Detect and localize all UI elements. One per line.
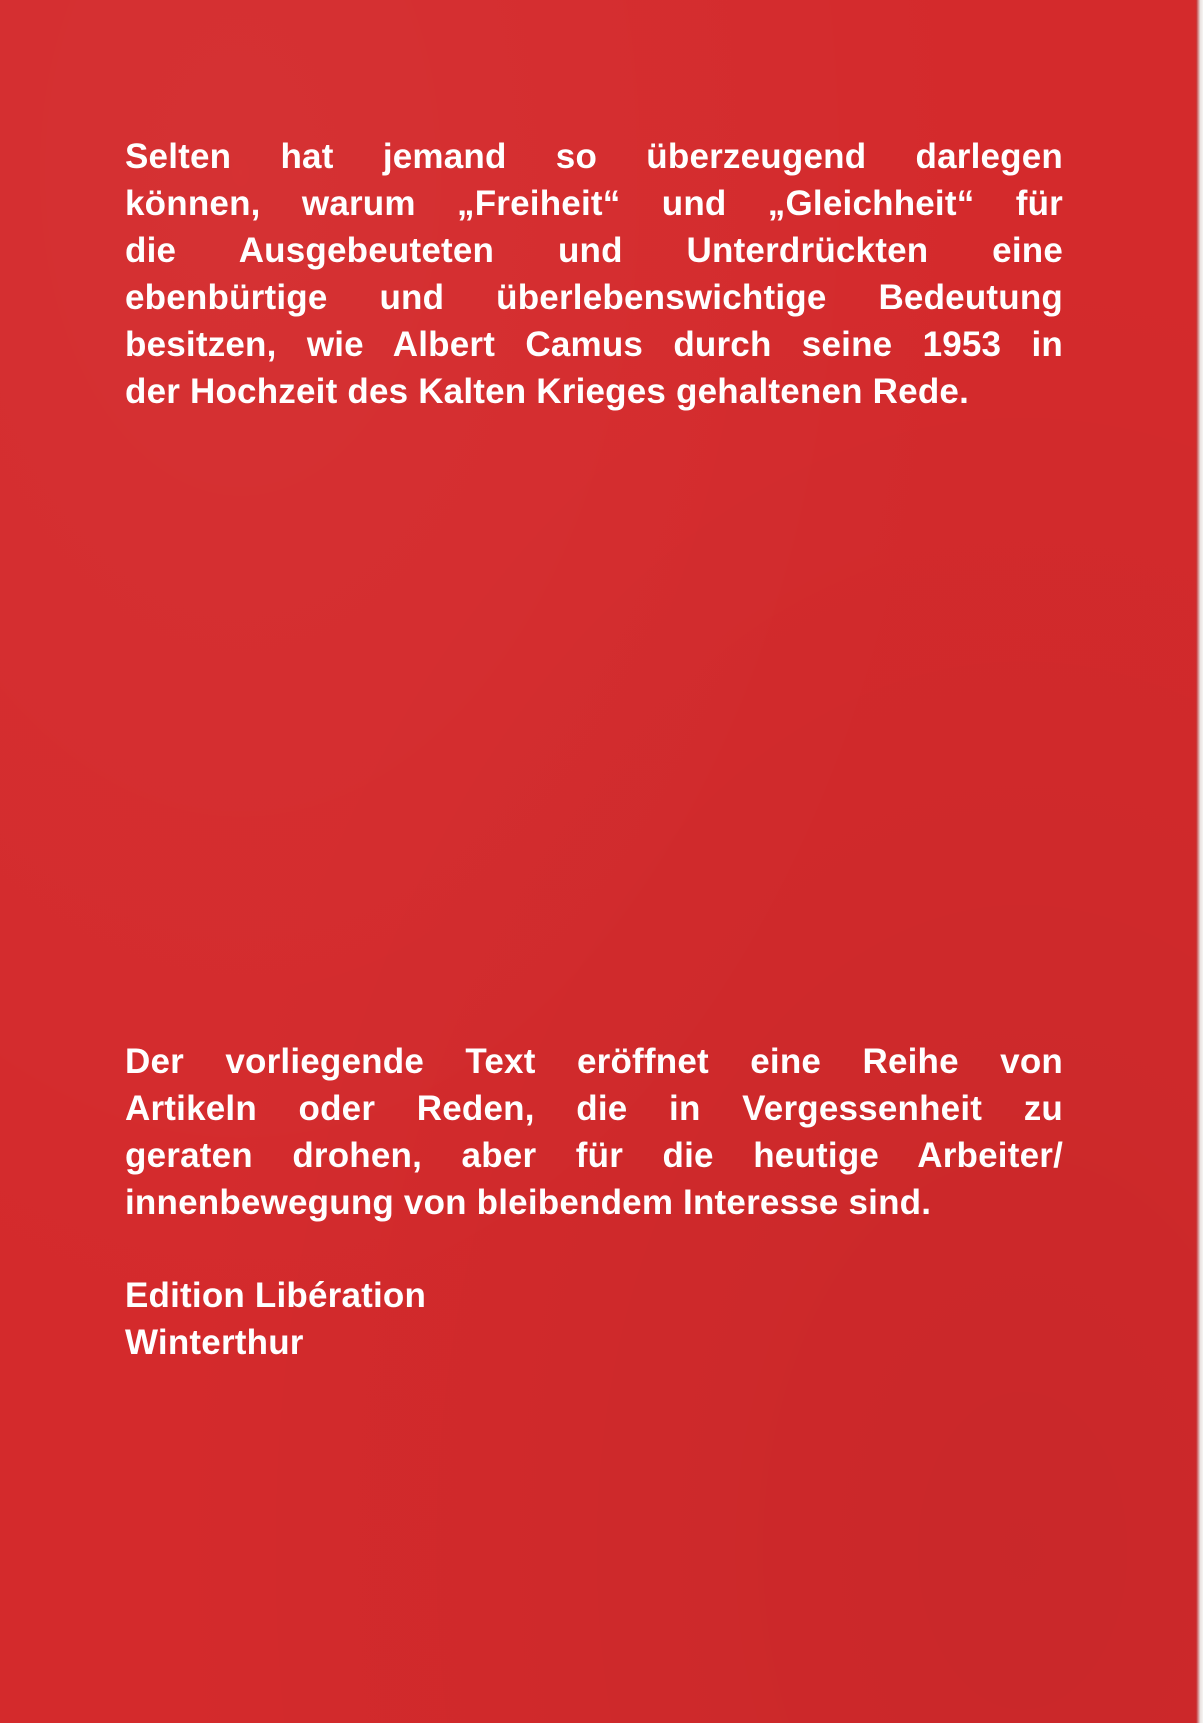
publisher-info — [125, 1272, 1063, 1366]
blurb-paragraph-2 — [125, 1038, 1063, 1226]
blurb-1-line-4: ebenbürtige und überlebenswichtige Bedeutung — [125, 278, 1063, 317]
blurb-2-line-4: innenbewegung von bleibendem Interesse sind. — [125, 1183, 932, 1222]
publisher-city: Winterthur — [125, 1323, 304, 1362]
blurb-1-line-1: Selten hat jemand so überzeugend darlegen — [125, 137, 1063, 176]
blurb-2-line-2: Artikeln oder Reden, die in Vergessenheit zu — [125, 1089, 1063, 1128]
blurb-1-line-5: besitzen, wie Albert Camus durch seine 1953 in — [125, 325, 1063, 364]
blurb-2-line-1: Der vorliegende Text eröffnet eine Reihe von — [125, 1042, 1063, 1081]
blurb-paragraph-1 — [125, 133, 1063, 415]
blurb-1-line-3: die Ausgebeuteten und Unterdrückten eine — [125, 231, 1063, 270]
blurb-2-line-3: geraten drohen, aber für die heutige Arbeiter/ — [125, 1136, 1063, 1175]
publisher-name: Edition Libération — [125, 1276, 427, 1315]
blurb-1-line-2: können, warum „Freiheit“ und „Gleichheit“ für — [125, 184, 1063, 223]
blurb-1-line-6: der Hochzeit des Kalten Krieges gehaltenen Rede. — [125, 372, 969, 411]
page-edge — [1196, 0, 1203, 1723]
